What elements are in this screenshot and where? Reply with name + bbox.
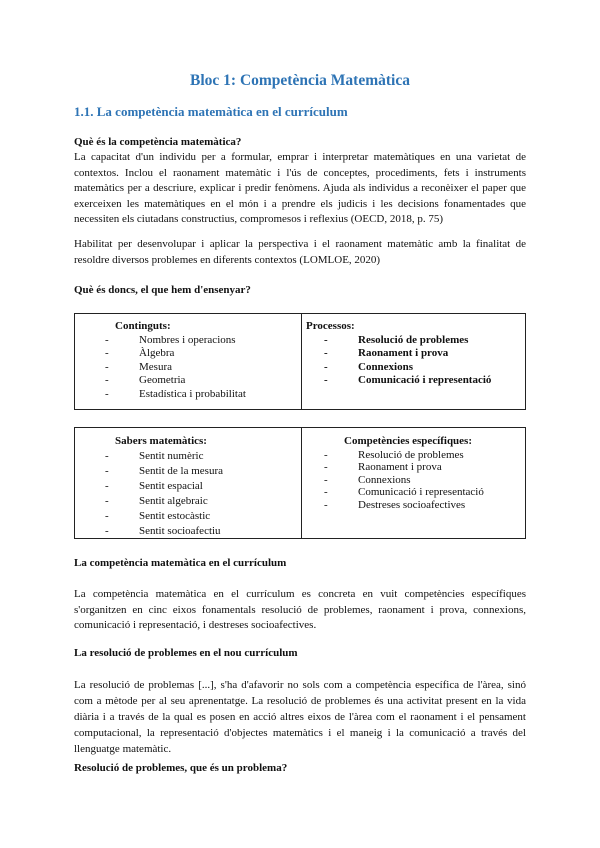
list-item: - Resolució de problemes <box>294 334 521 348</box>
document-title: Bloc 1: Competència Matemàtica <box>190 72 410 89</box>
list-item: - Connexions <box>294 474 521 487</box>
list-item: - Raonament i prova <box>294 461 521 474</box>
paragraph-definition-oecd: La capacitat d'un individu per a formular, emprar i interpretar matemàtiques en una varietat de contextos. Inclou el raonament matemàtic i l'ús de conceptes, procediments, fets i instruments matemàtics per a descriure, explicar i predir fenòmens. Ajuda als individus a reconèixer el paper que exerceixen les matemàtiques en el món i a prendre els judicis i les decisions fonamentades que necessiten els ciutadans constructius, compromesos i reflexius (OECD, 2018, p. 75) <box>74 151 526 225</box>
section-heading: 1.1. La competència matemàtica en el currículum <box>74 104 348 119</box>
knowledge-competences-table <box>74 427 526 539</box>
cell-heading: Processos: <box>306 320 355 332</box>
list-item: - Sentit algebraic <box>75 494 297 509</box>
list-item: - Sentit espacial <box>75 479 297 494</box>
table-cell-processes <box>301 314 525 409</box>
list-item: - Sentit numèric <box>75 449 297 464</box>
list-item: - Sentit de la mesura <box>75 464 297 479</box>
list-item: - Resolució de problemes <box>294 449 521 462</box>
paragraph-curriculum: La competència matemàtica en el currículum es concreta en vuit competències específiques s'organitzen en cinc eixos fonamentals resolució de problemes, raonament i prova, connexions, comunicació i representació, i destreses socioafectives. <box>74 588 526 631</box>
contents-processes-table <box>74 313 526 410</box>
subheading: La resolució de problemes en el nou currículum <box>74 647 298 659</box>
list-item: - Nombres i operacions <box>75 334 297 348</box>
cell-heading: Competències específiques: <box>344 435 473 447</box>
cell-heading: Continguts: <box>115 320 171 332</box>
cell-heading: Sabers matemàtics: <box>115 435 207 447</box>
list-item: - Comunicació i representació <box>294 486 521 499</box>
list-item: - Mesura <box>75 361 297 375</box>
paragraph-definition-lomloe: Habilitat per desenvolupar i aplicar la perspectiva i el raonament matemàtic amb la finalitat de resoldre diversos problemes en diferents contextos (LOMLOE, 2020) <box>74 238 526 266</box>
list-item: - Estadística i probabilitat <box>75 388 297 402</box>
table-cell-knowledge <box>75 428 301 538</box>
list-item: - Comunicació i representació <box>294 374 521 388</box>
list-item: - Connexions <box>294 361 521 375</box>
subheading: Resolució de problemes, que és un problema? <box>74 762 288 774</box>
list-item: - Sentit socioafectiu <box>75 524 297 539</box>
question-heading: Què és la competència matemàtica? <box>74 136 242 148</box>
subheading: La competència matemàtica en el currículum <box>74 557 287 569</box>
list-item: - Raonament i prova <box>294 347 521 361</box>
table-cell-contents <box>75 314 301 409</box>
list-item: - Sentit estocàstic <box>75 509 297 524</box>
table-cell-competences <box>301 428 525 538</box>
paragraph-problem-solving: La resolució de problemas [...], s'ha d'afavorir no sols com a competència específica de l'àrea, sinó com a mètode per al seu aprenentatge. La resolució de problemes és una activitat present en la vida diària i a través de la qual es posen en acció altres eixos de l'àrea com el raonament i el pensament computacional, la representació d'objectes matemàtics i el maneig i la comunicació a través del llenguatge matemàtic. <box>74 679 526 755</box>
question-heading: Què és doncs, el que hem d'ensenyar? <box>74 284 251 296</box>
list-item: - Geometria <box>75 374 297 388</box>
list-item: - Destreses socioafectives <box>294 499 521 512</box>
list-item: - Àlgebra <box>75 347 297 361</box>
